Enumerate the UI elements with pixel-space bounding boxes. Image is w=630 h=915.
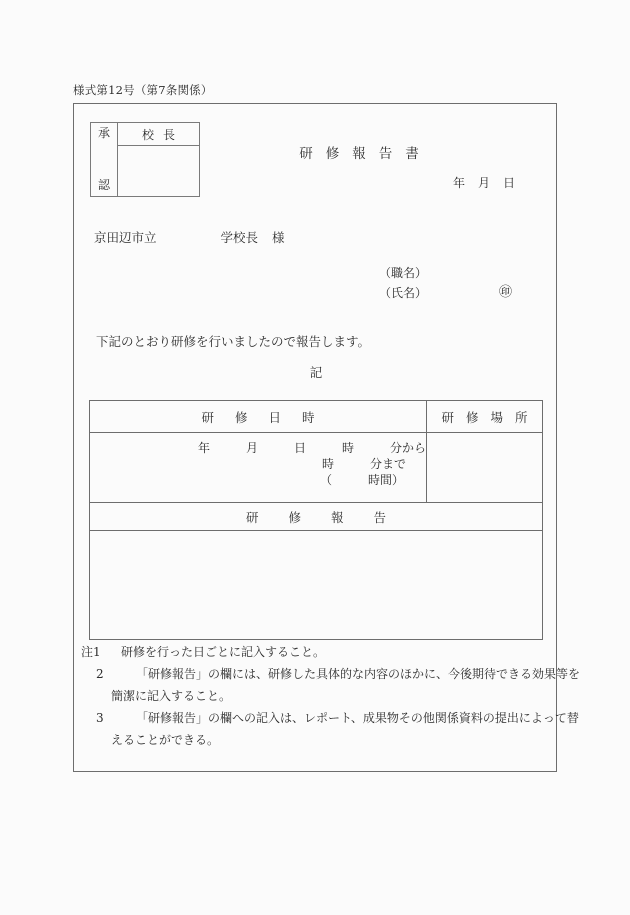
note-text: 研修を行った日ごとに記入すること。	[121, 645, 326, 659]
sender-name-label: （氏名）	[379, 285, 428, 300]
cell-training-datetime[interactable]	[90, 433, 427, 503]
table-header-row	[90, 401, 543, 433]
addressee-line	[94, 228, 285, 246]
sender-position-label: （職名）	[379, 265, 428, 280]
approval-signature-column	[118, 123, 199, 196]
table-row-report-body	[90, 531, 543, 640]
approval-box	[90, 122, 200, 197]
notes-section	[79, 641, 581, 751]
table-row	[90, 433, 543, 503]
approval-label-column	[91, 123, 118, 196]
seal-icon: ㊞	[499, 284, 513, 300]
sender-block	[379, 262, 512, 302]
note-text: 「研修報告」の欄には、研修した具体的な内容のほかに、今後期待できる効果等を	[136, 667, 581, 681]
sender-name-row	[379, 282, 512, 302]
note-marker: 注1	[81, 645, 101, 659]
note-item	[79, 641, 553, 663]
sender-position-row	[379, 262, 512, 282]
cell-training-report[interactable]	[90, 531, 543, 640]
datetime-line-2: 時 分まで	[322, 457, 407, 471]
ki-mark: 記	[309, 365, 323, 380]
column-header-report: 研修報告	[90, 503, 543, 531]
column-header-place: 研修場所	[427, 401, 543, 433]
approval-label-bottom: 認	[97, 178, 110, 192]
statement-text: 下記のとおり研修を行いましたので報告します。	[96, 334, 371, 349]
training-report-table	[89, 400, 543, 640]
note-text: 「研修報告」の欄への記入は、レポート、成果物その他関係資料の提出によって替	[136, 711, 579, 725]
form-number: 様式第12号（第7条関係）	[73, 83, 213, 97]
note-item	[79, 707, 579, 729]
document-frame	[73, 103, 581, 772]
note-continuation: えることができる。	[111, 733, 220, 747]
note-marker: 3	[96, 711, 104, 725]
page-title: 研修報告書	[299, 146, 432, 162]
column-header-datetime: 研修日時	[90, 401, 427, 433]
approval-column-header: 校長	[118, 123, 199, 146]
note-item	[79, 663, 581, 685]
datetime-line-1: 年 月 日 時 分から	[198, 441, 427, 455]
approval-signature-field[interactable]	[118, 146, 199, 196]
table-header-row-report	[90, 503, 543, 531]
datetime-line-3: （ 時間）	[320, 473, 405, 487]
addressee-honorific: 様	[271, 230, 285, 245]
note-continuation: 簡潔に記入すること。	[111, 689, 232, 703]
date-line: 年月日	[452, 176, 528, 190]
cell-training-place[interactable]	[427, 433, 543, 503]
addressee-school-suffix: 学校長	[220, 230, 258, 245]
note-marker: 2	[96, 667, 104, 681]
addressee-municipality: 京田辺市立	[94, 230, 157, 245]
approval-label-top: 承	[97, 126, 110, 140]
